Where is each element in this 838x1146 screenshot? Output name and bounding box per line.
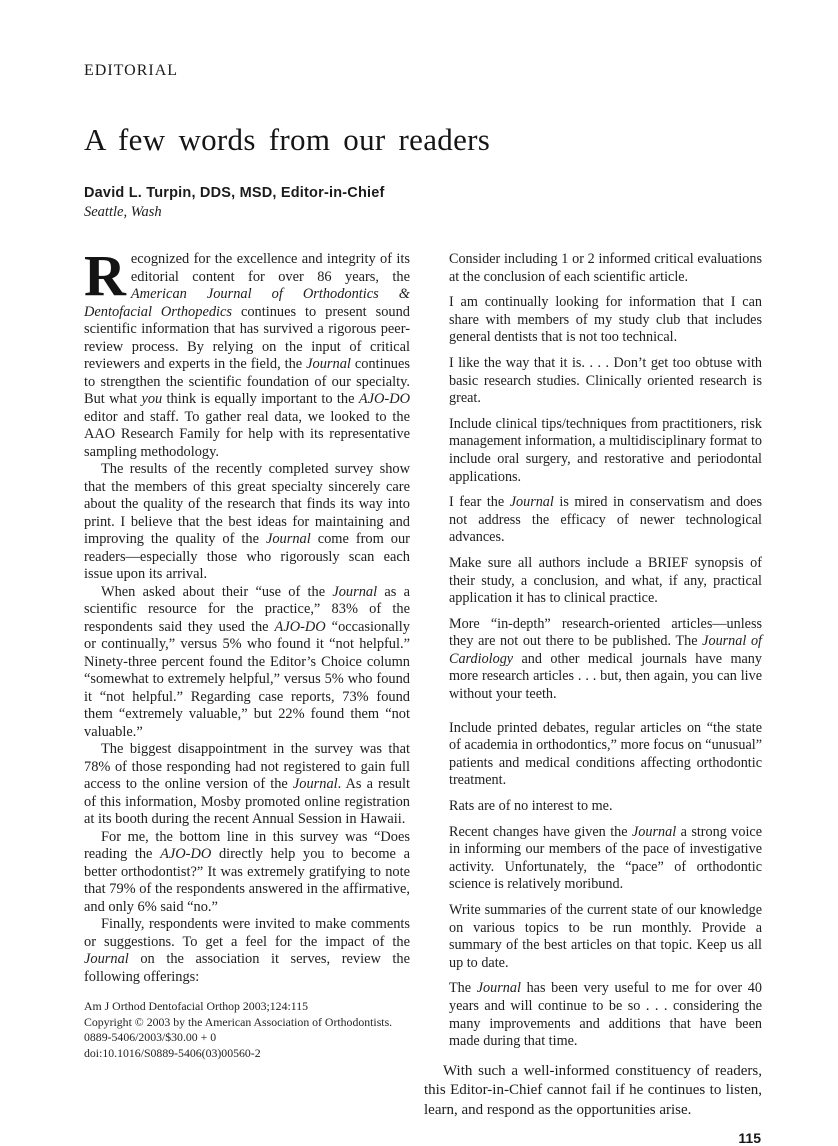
footnote-copyright: Copyright © 2003 by the American Association of Orthodontists. [84, 1014, 393, 1029]
reader-comment: Recent changes have given the Journal a strong voice in informing our members of the pace of investigative activity. Unfortunately, the “pace” of orthodontic science is relatively moribund. [449, 823, 762, 893]
left-column [84, 243, 411, 1146]
footnote-citation: Am J Orthod Dentofacial Orthop 2003;124:115 [84, 999, 308, 1013]
reader-comment: Include clinical tips/techniques from practitioners, risk management information, a multidisciplinary format to include oral surgery, and restorative and periodontal applications. [449, 415, 762, 485]
closing-paragraph: With such a well-informed constituency of readers, this Editor-in-Chief cannot fail if he continues to listen, learn, and respond as the opportunities arise. [424, 1062, 762, 1118]
right-column [424, 251, 762, 1146]
paragraph-text: ecognized for the excellence and integrity of its editorial content for over 86 years, the American Journal of Orthodontics & Dentofacial Orthopedics continues to present sound scientific information that has survived a rigorous peer-review process. By relying on the input of critical reviewers and experts in the field, the Journal continues to strengthen the scientific foundation of our specialty. But what you think is equally important to the AJO-DO editor and staff. To gather real data, we looked to the AAO Research Family for help with its representative sampling methodology. [84, 251, 410, 460]
reader-comment: Write summaries of the current state of our knowledge on various topics to be run monthly. Provide a summary of the best articles on that topic. Keep us all up to date. [449, 902, 762, 971]
body-paragraph: The results of the recently completed survey show that the members of this great specialty sincerely care about the quality of the research that finds its way into print. I believe that the best ideas for maintaining and improving the quality of the Journal come from our readers—especially those who rigorously scan each issue upon its arrival. [84, 461, 410, 582]
reader-comment: Consider including 1 or 2 informed critical evaluations at the conclusion of each scientific article. [449, 251, 762, 285]
two-column-body [84, 243, 762, 1146]
author-byline: David L. Turpin, DDS, MSD, Editor-in-Chief [84, 185, 385, 201]
drop-cap: R [84, 243, 126, 308]
body-paragraph: Finally, respondents were invited to make comments or suggestions. To get a feel for the impact of the Journal on the association it serves, review the following offerings: [84, 916, 410, 985]
reader-comment: Make sure all authors include a BRIEF synopsis of their study, a conclusion, and what, if any, practical application it has to clinical practice. [449, 554, 762, 607]
reader-comment: More “in-depth” research-oriented articles—unless they are not out there to be published. The Journal of Cardiology and other medical journals have many more research articles . . . but, then again, you can live without your teeth. [449, 615, 762, 703]
page-number: 115 [738, 1129, 761, 1146]
reader-comment: I am continually looking for information that I can share with members of my study club that includes general dentists that is not too technical. [449, 294, 762, 346]
body-paragraph [84, 243, 410, 461]
footnote-issn: 0889-5406/2003/$30.00 + 0 [84, 1030, 217, 1045]
footnote-doi: doi:10.1016/S0889-5406(03)00560-2 [84, 1045, 261, 1060]
author-location: Seattle, Wash [84, 204, 162, 220]
reader-comment: Rats are of no interest to me. [449, 798, 613, 815]
reader-comment: I like the way that it is. . . . Don’t get too obtuse with basic research studies. Clinically oriented research is great. [449, 354, 762, 407]
reader-comment: Include printed debates, regular articles on “the state of academia in orthodontics,” more focus on “unusual” patients and medical conditions affecting orthodontic treatment. [449, 719, 762, 789]
body-paragraph: The biggest disappointment in the survey was that 78% of those responding had not registered to gain full access to the online version of the Journal. As a result of this information, Mosby promoted online registration at its booth during the recent Annual Session in Hawaii. [84, 741, 411, 827]
reader-comment: I fear the Journal is mired in conservatism and does not address the efficacy of newer technological advances. [449, 494, 762, 546]
page-title: A few words from our readers [84, 122, 491, 157]
reader-comment: The Journal has been very useful to me for over 40 years and will continue to be so . . . considering the many improvements and additions that have been made during that time. [449, 980, 762, 1050]
body-paragraph: For me, the bottom line in this survey was “Does reading the AJO-DO directly help you to become a better orthodontist?” It was extremely gratifying to note that 79% of the respondents answered in the affirmative, and only 6% said “no.” [84, 828, 410, 915]
section-label: EDITORIAL [84, 62, 179, 79]
article-footnote [84, 999, 410, 1061]
body-paragraph: When asked about their “use of the Journal as a scientific resource for the practice,” 83% of the respondents said they used the AJO-DO “occasionally or continually,” versus 5% who found it “not helpful.” Ninety-three percent found the Editor’s Choice column “somewhat to extremely helpful,” versus 5% who found it “not helpful.” Regarding case reports, 73% found them “extremely valuable,” but 22% found them “not valuable.” [84, 583, 410, 740]
